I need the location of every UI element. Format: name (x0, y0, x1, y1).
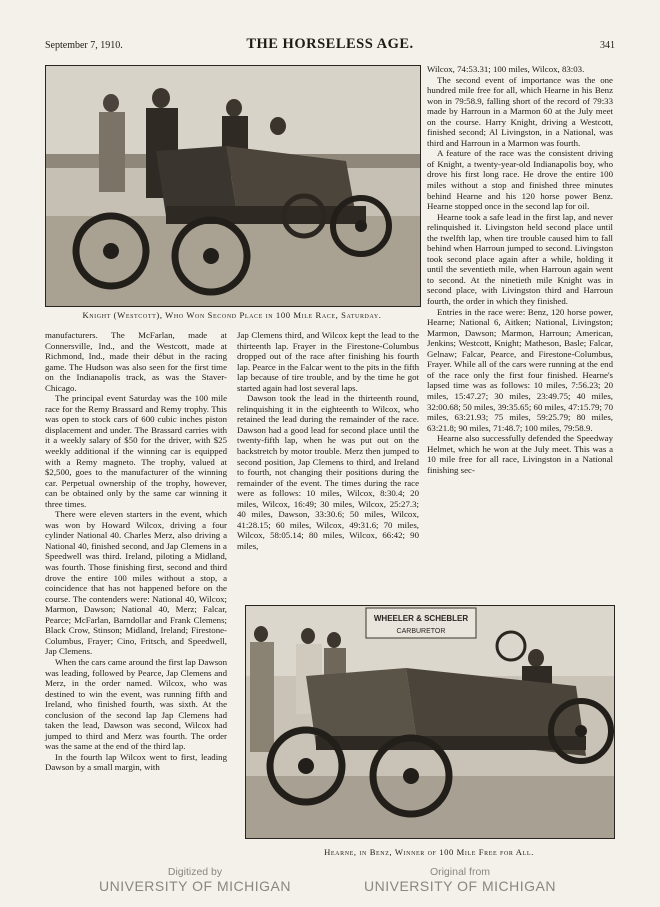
caption-bottom-photo: Hearne, in Benz, Winner of 100 Mile Free for All. (324, 847, 534, 857)
paragraph: A feature of the race was the consistent driving of Knight, a twenty-year-old Indianapolis boy, who drove his first long race. He drove the entire 100 miles without a stop and finished three minutes behind Hearne and his 120 horse power Benz. Hearne stopped once in the second lap for oil. (427, 148, 613, 212)
watermark-text: Digitized by (167, 866, 223, 878)
watermark-text: UNIVERSITY OF MICHIGAN (364, 878, 556, 894)
race-car-photo-top (46, 66, 420, 306)
article-column-2 (237, 330, 419, 551)
issue-date: September 7, 1910. (45, 40, 123, 51)
article-column-1 (45, 330, 227, 773)
paragraph: The second event of importance was the one hundred mile free for all, which Hearne in his Benz won in 79:58.9, falling short of the record of 79:33 made by Harroun in a Marmon 60 at the July meet on the course. Harry Knight, driving a Westcott, finished second; Al Livingston, in a National, was third and Harroun in a Marmon was fourth. (427, 74, 613, 148)
paragraph: Wilcox, 74:53.31; 100 miles, Wilcox, 83:03. (427, 64, 585, 74)
paragraph: Hearne took a safe lead in the first lap, and never relinquished it. Livingston held second place until the twelfth lap, when tire trouble caused him to fall behind when Harroun jumped to second. Livingston took second place again after a while, holding it until the seventieth mile, when Harroun again went to second. At the ninetieth mile Knight was in second place, with Livingston third and Harroun fourth, the order in which they finished. (427, 211, 613, 307)
paragraph: Jap Clemens third, and Wilcox kept the lead to the thirteenth lap. Frayer in the Firestone-Columbus dropped out of the race after finishing his fourth lap. Pearce in the Falcar went to the pits in the fifth lap because of tire trouble, and by the time he got started again had lost several laps. (237, 330, 419, 393)
paragraph: Hearne also successfully defended the Speedway Helmet, which he won at the July meet. This was a 10 mile free for all race, Livingston in a National finishing sec- (427, 433, 613, 475)
journal-title: THE HORSELESS AGE. (246, 36, 414, 52)
running-header (45, 36, 615, 54)
paragraph: Entries in the race were: Benz, 120 horse power, Hearne; National 6, Aitken; National, Livingston; Marmon, Dawson; Marmon, Harroun; American, Jenkins; Westcott, Knight; Matheson, Basle; Falcar, Gelnaw; Falcar, Pearce, and Firestone-Columbus, Frayer. While all of the cars were running at the end of the race only the first four finished. Hearne's lapsed time was as follows: 10 miles, 7:56.23; 20 miles, 15:47.27; 30 miles, 23:49.75; 40 miles, 32:00.68; 50 miles, 39:35.65; 60 miles, 47:15.79; 70 miles, 63:21.93; 75 miles, 59:25.79; 80 miles, 63:21.8; 90 miles, 71:48.7; 100 miles, 79:58.9. (427, 306, 613, 433)
paragraph: manufacturers. The McFarlan, made at Connersville, Ind., and the Westcott, made at Richmond, Ind., made their début in the racing game. The Hudson was also seen for the first time on the Indianapolis track, as was the Staver-Chicago. (45, 330, 227, 393)
sign-text-line2: CARBURETOR (396, 628, 446, 635)
sign-text-line1: WHEELER & SCHEBLER (373, 614, 469, 623)
article-column-3 (427, 64, 613, 475)
digitized-by-watermark (95, 866, 295, 894)
paragraph: Dawson took the lead in the thirteenth round, relinquishing it in the eighteenth to Wilcox, who retained the lead during the remainder of the race. Dawson had a good lead for second place until the twenty-fifth lap, when he was put out on the backstretch by motor trouble. Merz then jumped to second position, Jap Clemens to third, and Ireland to fourth, not changing their positions during the remainder of the event. The times during the race were as follows: 10 miles, Wilcox, 8:30.4; 20 miles, Wilcox, 16:49; 30 miles, Wilcox, 25:27.3; 40 miles, Dawson, 33:30.6; 50 miles, Wilcox, 41:28.15; 60 miles, Wilcox, 49:31.6; 70 miles, Wilcox, 58:05.14; 80 miles, Wilcox, 66:42; 90 miles, (237, 393, 419, 551)
paragraph: In the fourth lap Wilcox went to first, leading Dawson by a small margin, with (45, 751, 227, 773)
photo-hearne-benz (245, 605, 615, 839)
race-car-photo-bottom (246, 606, 614, 838)
photo-knight-westcott (45, 65, 421, 307)
caption-top-photo: Knight (Westcott), Who Won Second Place in 100 Mile Race, Saturday. (82, 310, 382, 320)
original-from-watermark (360, 866, 560, 894)
paragraph: The principal event Saturday was the 100 mile race for the Remy Brassard and Remy trophy. This was open to stock cars of 600 cubic inches piston displacement and under. The Brassard carries with it a weekly salary of $50 for the driver, with $25 weekly additional if the winning car is equipped with a Remy magneto. The trophy, valued at $2,500, goes to the manufacturer of the winning car. Perpetual ownership of the trophy, however, can be obtained only by the same car winning it three times. (45, 393, 227, 509)
watermark-text: UNIVERSITY OF MICHIGAN (99, 878, 291, 894)
paragraph: There were eleven starters in the event, which was won by Howard Wilcox, driving a four cylinder National 40. Charles Merz, also driving a National 40, finished second, and Jap Clemens in a Speedwell was third. Ireland, piloting a Midland, was fourth. Those finishing first, second and third drove the entire 100 miles without a stop, a coincidence that has not happened before on the course. The contenders were: National 40, Wilcox; Marmon, Dawson; National 40, Merz; Falcar, Pearce; McFarlan, Barndollar and Frank Clemens; Black Crow, Stinson; Midland, Ireland; Firestone-Columbus, Frayer; Cino, Fritsch, and Speedwell, Jap Clemens. (45, 509, 227, 657)
watermark-text: Original from (429, 866, 491, 878)
page-number: 341 (600, 40, 615, 51)
paragraph: When the cars came around the first lap Dawson was leading, followed by Pearce, Jap Clemens and Merz, in the order named. Wilcox, who was destined to win the event, was running fifth and Ireland, who finished fourth, was sixth. At the conclusion of the second lap Jap Clemens had taken the lead, Dawson was second, Wilcox had jumped to third and Merz was fourth. The order was the same at the end of the third lap. (45, 656, 227, 752)
